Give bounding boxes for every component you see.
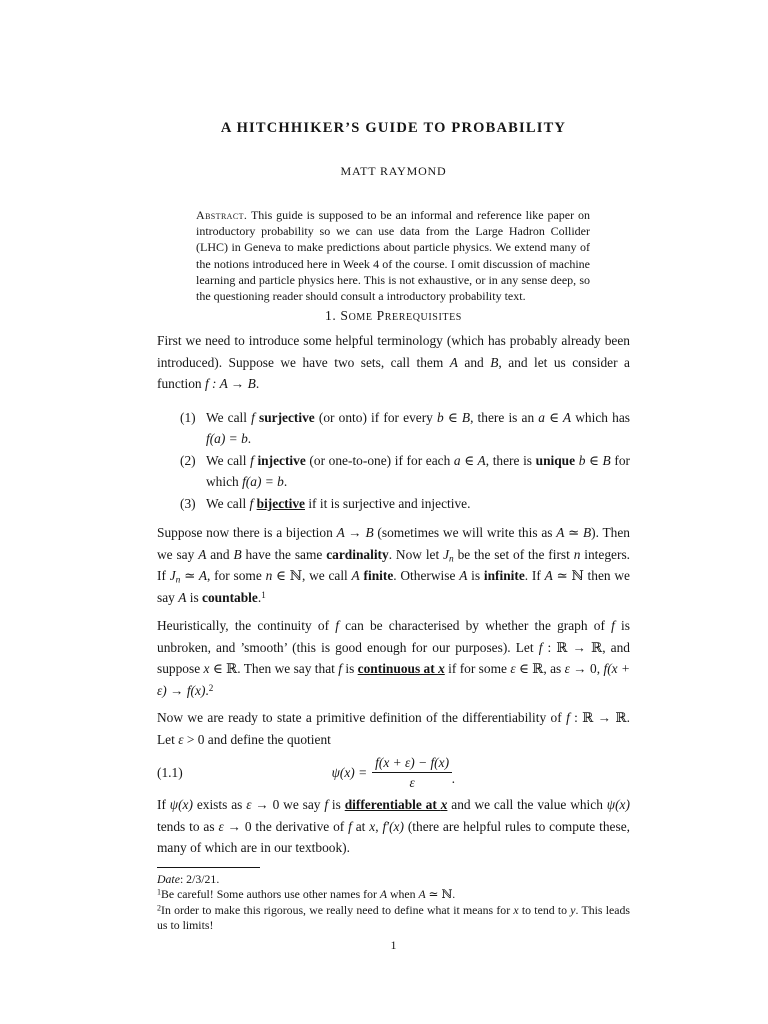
list-item-text: We call f surjective (or onto) if for every b ∈ B, there is an a ∈ A which has f(a) = b. [206,409,630,447]
definition-list [157,407,630,515]
paragraph-intro: First we need to introduce some helpful terminology (which has probably already been introduced). Suppose we have two sets, call them A and B, and let us consider a function f : A → B. [157,333,630,392]
footnote-1: $^1$Be careful! Some authors use other names for A when A ≃ ℕ. [157,887,456,902]
paragraph-cardinality: Suppose now there is a bijection A → B (sometimes we will write this as A ≃ B). Then we say A and B have the same cardinality. Now let Jn be the set of the first n integers. If Jn ≃ A, for some n ∈ ℕ, we call A finite. Otherwise A is infinite. If A ≃ ℕ then we say A is countable.$^1$ [157,525,631,605]
abstract-label: Abstract. [196,208,248,222]
page-title: A HITCHHIKER’S GUIDE TO PROBABILITY [220,120,567,136]
equation-number: (1.1) [157,765,183,781]
section-heading: 1. Some Prerequisites [325,308,462,324]
equation-lhs: ψ(x) = [331,764,368,780]
list-item-text: We call f bijective if it is surjective and injective. [206,495,471,511]
paragraph-continuity: Heuristically, the continuity of f can be characterised by whether the graph of f is unbroken, and ’smooth’ (this is good enough for our purposes). Let f : ℝ → ℝ, and suppose x ∈ ℝ. Then we say that f is continuous at x if for some ε ∈ ℝ, as ε → 0, f(x + ε) → f(x).$^2$ [157,618,630,698]
list-marker: (2) [180,452,196,468]
list-item [157,493,630,515]
display-equation [157,752,630,792]
footnote-rule [157,867,260,868]
footnote-2: $^2$In order to make this rigorous, we really need to define what it means for x to tend to y. This leads us to limits! [157,902,630,933]
footnotes [157,867,630,934]
list-item [157,450,630,493]
equation-period: . [452,770,456,786]
list-marker: (1) [180,409,196,425]
footnote-date: Date: 2/3/21. [157,871,220,886]
paragraph-derivative: If ψ(x) exists as ε → 0 we say f is differentiable at x and we call the value which ψ(x) tends to as ε → 0 the derivative of f at x, f′(x) (there are helpful rules to compute these, many of which are in our textbook). [157,797,630,856]
list-marker: (3) [180,495,196,511]
abstract [196,207,590,304]
fraction-denominator: ε [409,774,415,790]
author-name: MATT RAYMOND [340,164,447,178]
paragraph-differentiability: Now we are ready to state a primitive definition of the differentiability of f : ℝ → ℝ. Let ε > 0 and define the quotient [157,710,630,747]
list-item [157,407,630,450]
list-item-text: We call f injective (or one-to-one) if for each a ∈ A, there is unique b ∈ B for which f(a) = b. [206,452,630,490]
abstract-text: This guide is supposed to be an informal and reference like paper on introductory probability so we can use data from the Large Hadron Collider (LHC) in Geneva to make predictions about particle physics. We extend many of the notions introduced here in Week 4 of the course. I omit discussion of machine learning and particle physics here. This is not exhaustive, or in any sense deep, so the questioning reader should consult a introductory probability text. [196,208,590,304]
equation-body [332,754,456,791]
page-number: 1 [390,937,397,952]
fraction-numerator: f(x + ε) − f(x) [372,754,452,773]
equation-fraction [372,754,452,791]
